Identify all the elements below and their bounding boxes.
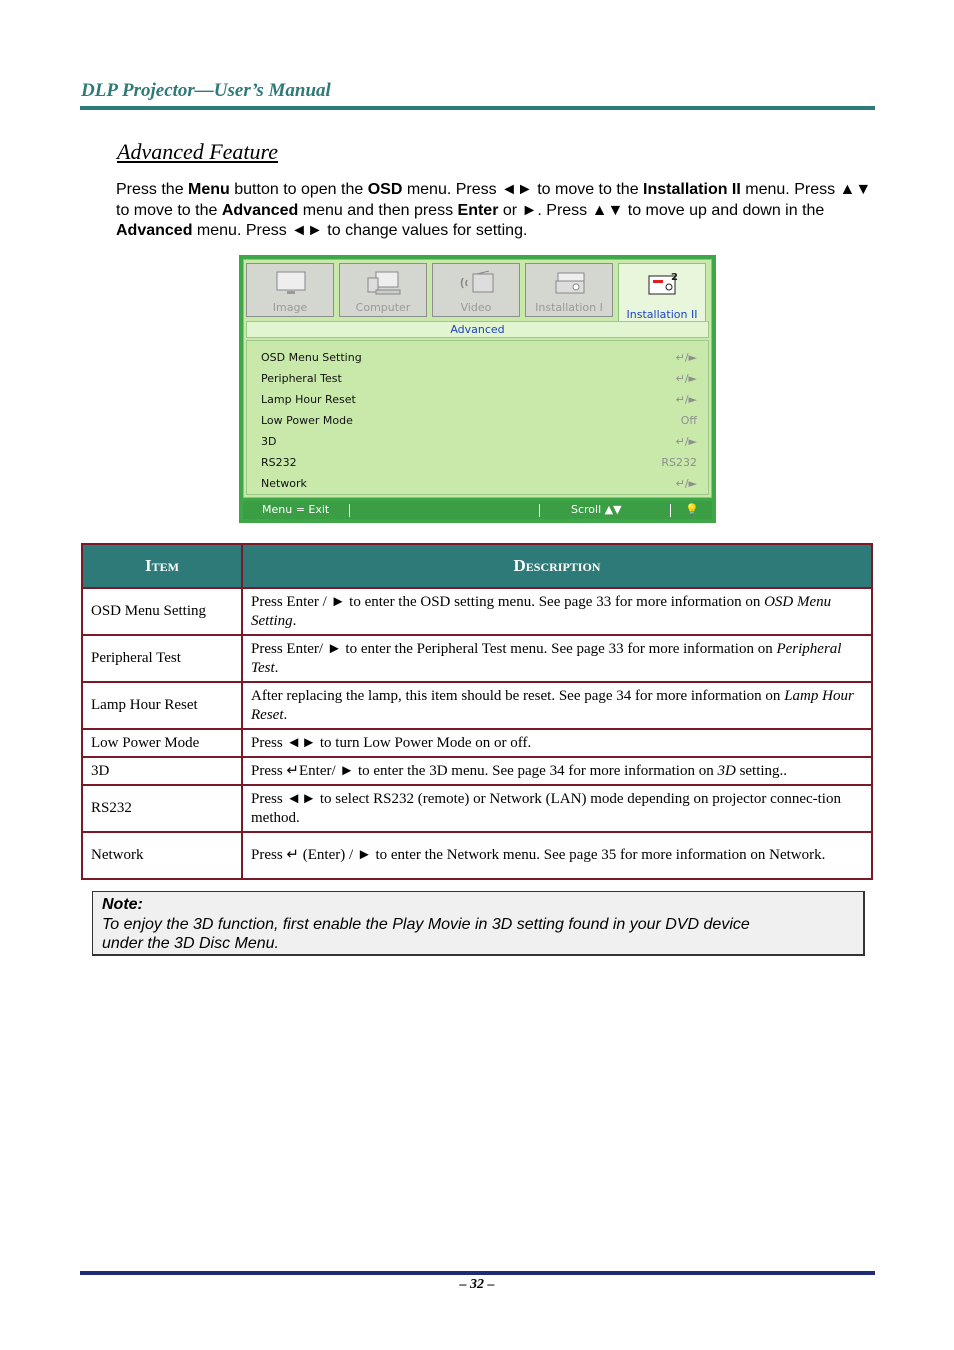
table-cell-description: After replacing the lamp, this item should be reset. See page 34 for more information on Lamp Hour Reset. bbox=[242, 682, 872, 729]
table-cell-description: Press ↵ (Enter) / ► to enter the Network menu. See page 35 for more information on Network. bbox=[242, 832, 872, 879]
osd-item-low-power-mode: Low Power Mode Off bbox=[261, 414, 697, 427]
header-rule bbox=[80, 106, 875, 110]
svg-text:2: 2 bbox=[671, 272, 678, 283]
enter-arrow-icon: ↵/► bbox=[675, 435, 697, 448]
osd-tab-installation-1: Installation I bbox=[525, 263, 613, 317]
osd-menu-screenshot bbox=[239, 255, 716, 523]
divider bbox=[349, 504, 350, 517]
table-row bbox=[82, 588, 872, 635]
table-header-row bbox=[82, 544, 872, 588]
osd-item-network: Network ↵/► bbox=[261, 477, 697, 490]
table-cell-item: 3D bbox=[82, 757, 242, 785]
table-cell-description: Press Enter / ► to enter the OSD setting menu. See page 33 for more information on OSD Menu Setting. bbox=[242, 588, 872, 635]
table-cell-description: Press ↵Enter/ ► to enter the 3D menu. See page 34 for more information on 3D setting.. bbox=[242, 757, 872, 785]
table-row bbox=[82, 757, 872, 785]
table-row bbox=[82, 729, 872, 757]
intro-paragraph: Press the Menu button to open the OSD menu. Press ◄► to move to the Installation II menu. Press ▲▼ to move to the Advanced menu and then press Enter or ►. Press ▲▼ to move up and down in the Advanced menu. Press ◄► to change values for setting. bbox=[116, 181, 872, 240]
table-cell-description: Press ◄► to select RS232 (remote) or Network (LAN) mode depending on projector connec-tion method. bbox=[242, 785, 872, 832]
page-number: – 32 – bbox=[459, 1277, 495, 1292]
table-cell-description: Press Enter/ ► to enter the Peripheral Test menu. See page 33 for more information on Peripheral Test. bbox=[242, 635, 872, 682]
table-header-description: Description bbox=[242, 544, 872, 588]
osd-footer-scroll: Scroll ▲▼ bbox=[571, 503, 622, 516]
osd-item-rs232: RS232 RS232 bbox=[261, 456, 697, 469]
osd-tab-video: Video bbox=[432, 263, 520, 317]
note-text: To enjoy the 3D function, first enable the Play Movie in 3D setting found in your DVD device under the 3D Disc Menu. bbox=[102, 915, 750, 952]
table-row bbox=[82, 785, 872, 832]
computer-icon bbox=[366, 270, 402, 296]
lightbulb-icon: 💡 bbox=[685, 503, 699, 516]
table-row bbox=[82, 682, 872, 729]
table-cell-item: Network bbox=[82, 832, 242, 879]
osd-item-peripheral-test: Peripheral Test ↵/► bbox=[261, 372, 697, 385]
note-title: Note: bbox=[102, 896, 143, 913]
monitor-icon bbox=[273, 270, 309, 296]
osd-tab-installation-2: 2 Installation II bbox=[618, 263, 706, 323]
enter-arrow-icon: ↵/► bbox=[675, 372, 697, 385]
table-cell-item: RS232 bbox=[82, 785, 242, 832]
section-title: Advanced Feature bbox=[117, 139, 279, 164]
table-row bbox=[82, 832, 872, 879]
osd-tab-image: Image bbox=[246, 263, 334, 317]
enter-arrow-icon: ↵/► bbox=[675, 393, 697, 406]
projector-icon bbox=[552, 270, 588, 296]
osd-footer bbox=[243, 501, 712, 519]
footer-rule bbox=[80, 1271, 875, 1275]
osd-item-lamp-hour-reset: Lamp Hour Reset ↵/► bbox=[261, 393, 697, 406]
feature-table bbox=[81, 543, 873, 880]
osd-footer-exit: Menu = Exit bbox=[262, 503, 330, 516]
osd-tab-computer: Computer bbox=[339, 263, 427, 317]
osd-menu-list bbox=[246, 340, 709, 495]
table-cell-item: OSD Menu Setting bbox=[82, 588, 242, 635]
divider bbox=[670, 504, 671, 517]
enter-arrow-icon: ↵/► bbox=[675, 477, 697, 490]
table-cell-item: Low Power Mode bbox=[82, 729, 242, 757]
divider bbox=[539, 504, 540, 517]
header-title: DLP Projector—User’s Manual bbox=[81, 80, 331, 101]
osd-item-osd-menu-setting: OSD Menu Setting ↵/► bbox=[261, 351, 697, 364]
table-cell-item: Lamp Hour Reset bbox=[82, 682, 242, 729]
enter-arrow-icon: ↵/► bbox=[675, 351, 697, 364]
osd-item-3d: 3D ↵/► bbox=[261, 435, 697, 448]
note-box bbox=[92, 891, 865, 956]
osd-subtitle: Advanced bbox=[246, 321, 709, 338]
table-header-item: Item bbox=[82, 544, 242, 588]
video-icon bbox=[459, 270, 495, 296]
table-cell-description: Press ◄► to turn Low Power Mode on or off. bbox=[242, 729, 872, 757]
table-cell-item: Peripheral Test bbox=[82, 635, 242, 682]
projector-settings-icon bbox=[645, 270, 681, 296]
osd-panel bbox=[243, 259, 712, 498]
table-row bbox=[82, 635, 872, 682]
